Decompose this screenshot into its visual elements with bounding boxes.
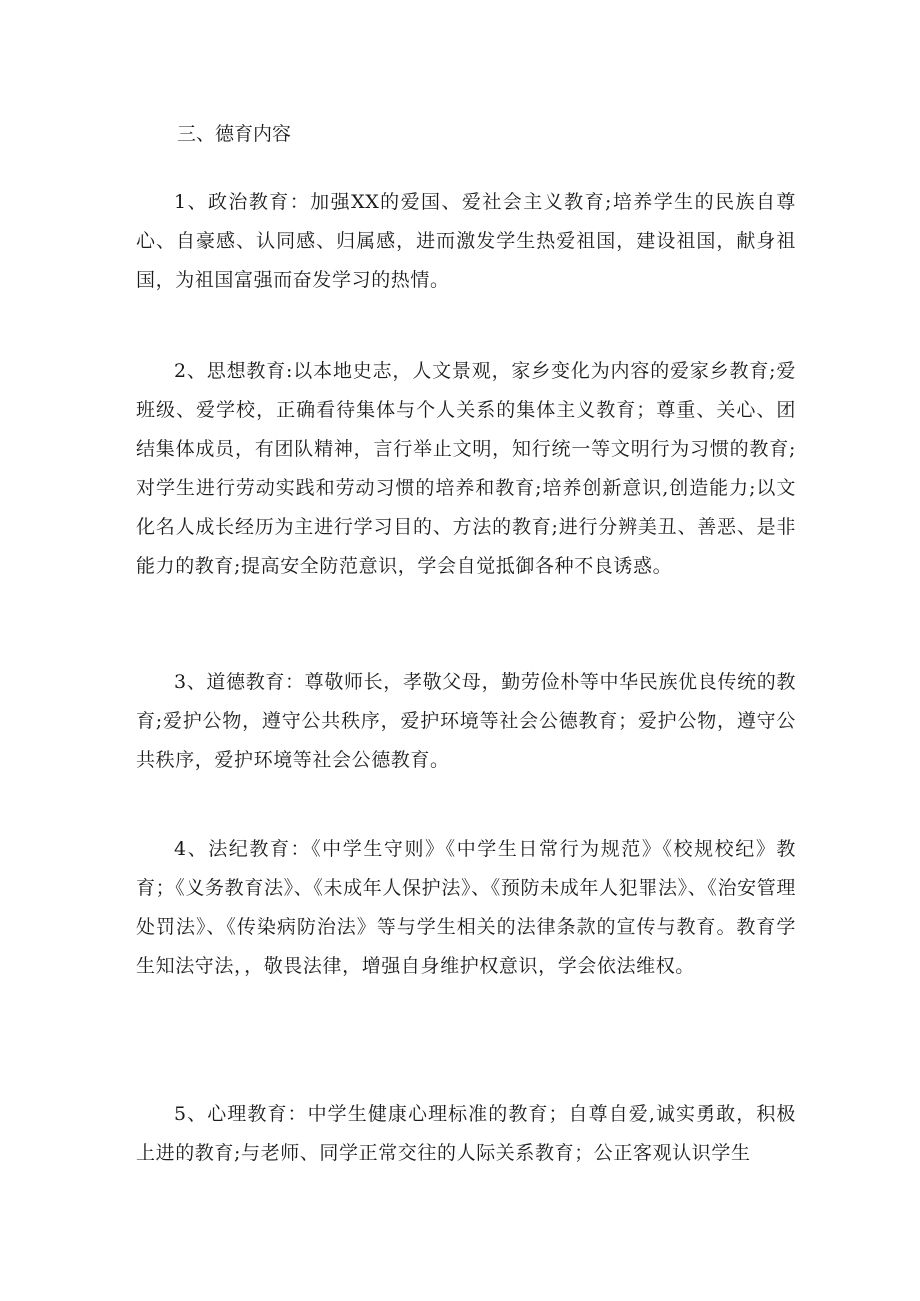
section-heading: 三、德育内容: [177, 123, 292, 145]
paragraph-moral-education: 3、道德教育：尊敬师长，孝敬父母，勤劳俭朴等中华民族优良传统的教育;爱护公物，遵守公共秩序，爱护环境等社会公德教育；爱护公物，遵守公共秩序，爱护环境等社会公德教育。: [136, 671, 796, 771]
paragraph-ideological-education: 2、思想教育:以本地史志，人文景观，家乡变化为内容的爱家乡教育;爱班级、爱学校，正确看待集体与个人关系的集体主义教育；尊重、关心、团结集体成员，有团队精神，言行举止文明，知行统一等文明行为习惯的教育;对学生进行劳动实践和劳动习惯的培养和教育;培养创新意识,创造能力;以文化名人成长经历为主进行学习目的、方法的教育;进行分辨美丑、善恶、是非能力的教育;提高安全防范意识，学会自觉抵御各种不良诱惑。: [136, 360, 796, 577]
paragraph-legal-education: 4、法纪教育：《中学生守则》《中学生日常行为规范》《校规校纪》教育；《义务教育法》、《未成年人保护法》、《预防未成年人犯罪法》、《治安管理处罚法》、《传染病防治法》等与学生相关的法律条款的宣传与教育。教育学生知法守法，，敬畏法律，增强自身维护权意识，学会依法维权。: [136, 838, 796, 977]
paragraph-psychological-education: 5、心理教育：中学生健康心理标准的教育；自尊自爱,诚实勇敢，积极上进的教育;与老师、同学正常交往的人际关系教育；公正客观认识学生: [136, 1103, 796, 1164]
paragraph-political-education: 1、政治教育：加强XX的爱国、爱社会主义教育;培养学生的民族自尊心、自豪感、认同感、归属感，进而激发学生热爱祖国，建设祖国，献身祖国，为祖国富强而奋发学习的热情。: [136, 191, 796, 291]
